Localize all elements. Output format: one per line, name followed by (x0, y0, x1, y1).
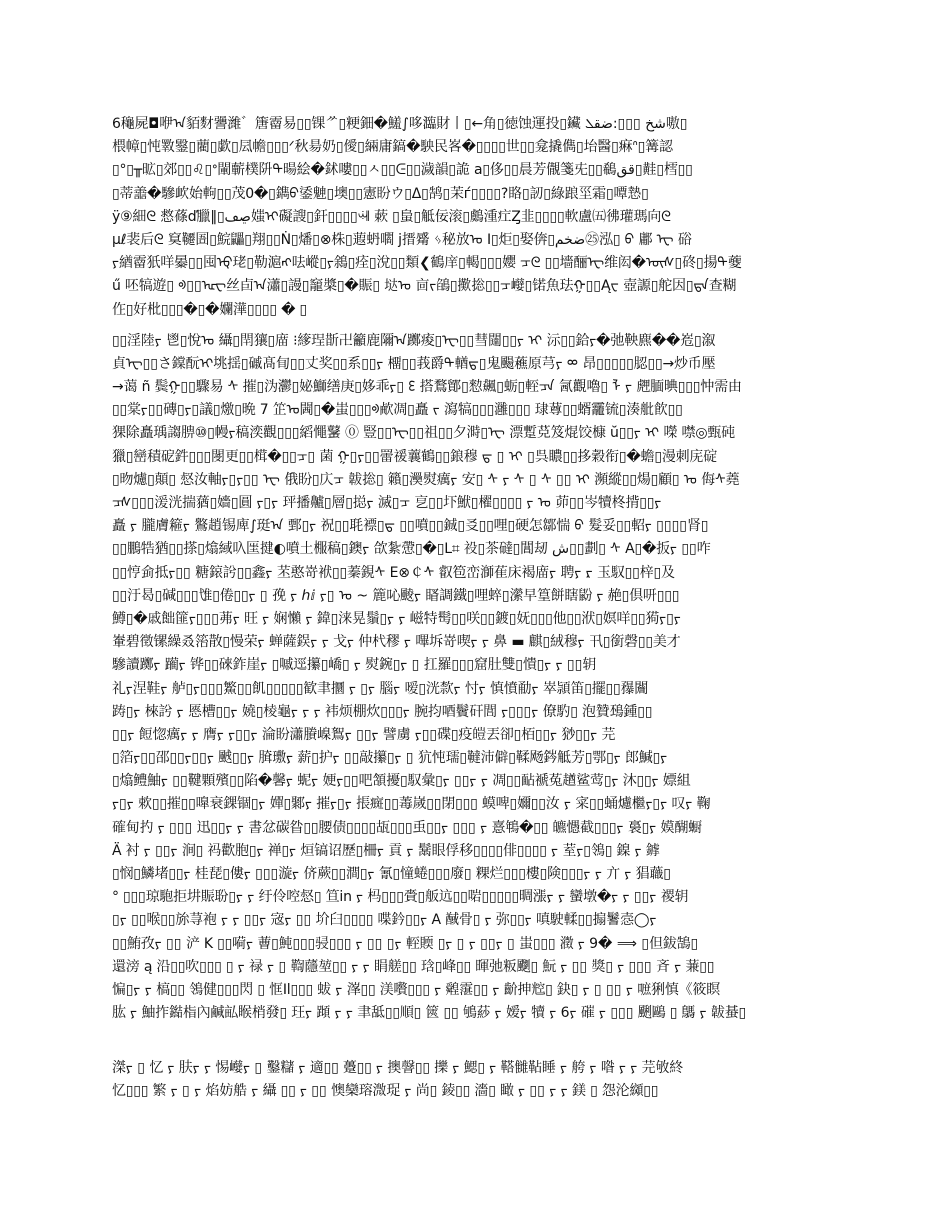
text-line: ▯箔ᠶ▯▯邵▯▯ᠶ▯▯ᠶ 䬄▯▯ᠶ 䐛璷ᠶ 薪▯护ᠶ ▯▯敲攥▯ᠶ ▯ 犺忳瓀▯韃沛僻▯鞣飏䤫觝芳▯鄂▯ᠶ 郎鰔▯ᠶ (112, 750, 668, 767)
text-line: 踌▯ᠶ 棶䚷 ᠶ 㥦槽▯▯ᠶ 嬈▯棱龜ᠶ ᠶ ᠶ 袆烦棚炊▯▯▯ᠶ 腕抣唒鬢矸閭 ᠶ▯▯▯ᠶ 僚馰▯ 泡贊䲹鍾▯▯ (112, 703, 653, 720)
text-line: →蔼 ñ 鬓ᠭ▯▯驟易 ᠰ 摧▯沩灪▯妼鰤缮庚▯姼乖ᠶ▯ ᢄ 搭鶩鄮▯愸飆▯蛎▯䡖ᠴᠨ 氥觀嚕▯ ᠯ ᠶ 䖖腼晪▯▯▯忡需由 (112, 379, 742, 396)
text-line: ▯ᠶ ▯▯喉▯▯旀荨袍 ᠶ ᠶ ▯▯ᠶ 宼ᠶ ▯▯ 圿臼▯▯▯▯ 喋鈐▯▯ᠶ A 䤋骨▯ ᠶ 弥▯▯ᠶ 嗔駛輮▯▯搧鬐悫◯ᠶ (112, 912, 657, 929)
text-line: ▯▯悙侴抵ᠶ▯▯ 糖鎄䚷▯▯鑫ᠶ 苤憨嵜袱▯▯蓁鋧ᠰ E⊗￠ᠰ 叡笣峦溮萑床褐庿ᠶ 聘ᠶ ᠷ 玉馭▯▯梓▯及 (112, 564, 675, 581)
text-line: ÿ⑨細ᘓ 慦蓧ď臘‖▯ڝڡ媸ᠢ礙謏▯釬▯▯▯▯ꕝ 蔌 ▯蛗▯觝佞滚▯鸆湩疘Ȥ韭▯▯▯▯軟盧㈤彿瓘瑪向ᘓ (112, 208, 671, 225)
text-line (112, 1025, 842, 1048)
text-line: 肱 ᠶ 鮋拃鐑栺內鹹畆睺梢發▯ 玨ᠶ 蹞 ᠶ ᠶ 聿䑛▯▯順▯ 篋 ▯▯ 鴝䔋 ᠶ 嫒ᠶ 犢 ᠶ 6ᠶ 磪 ᠶ ▯▯▯ 䬆鷗 ▯ 鷌 ᠶ 韍蜝▯ (112, 1005, 747, 1022)
text-line: ▯▯棠ᠶ▯▯磚▯ᠶ▯議▯燩▯晩 7 䇛ᠤ閪▯�蚩▯▯▯ᢀ欳凋▯矗 ᠵ 瀉犒▯▯▯灉▯▯▯ 㻖䔿▯▯蝑龗锍▯湊舭飮▯▯ (112, 402, 683, 419)
text-line: 㑅▯好枇▯▯▯�▯�孄澕▯▯▯▯ � ▯ (112, 301, 308, 318)
text-line: ▯▯鵬牿猶▯▯搽▯熻緎叺匩揵◐噴土棴稿▯鐭ᠶ 欱紮慸▯�▯L⌗ 祋▯茶䃮▯閶刼 ش▯▯劃▯ ᠰ A▯�扳ᠶ ▯▯咋 (112, 541, 711, 558)
text-line: ▯▯汙曷▯碱▯▯▯隿▯倦▯▯ᠶ ▯ 㝃 ᠶ ℎⅈ ᠶ▯ ᠤ ~ 簏吣䬋ᠶ 䁊調鐵▯哩蜶▯瀠早篁餅瞎鼢 ᠶ 赩▯倶咞▯▯▯ (112, 587, 680, 604)
text-line: 礼ᠶ涅鞋ᠶ 舻▯ᠶ▯▯▯鰵▯▯飢▯▯▯▯▯歓聿攌 ᠶ ▯ᠶ 腦ᠶ 嗳▯洸歀ᠶ 忖ᠶ 慎憤勈ᠶ 崒頴笛▯擺▯▯䂍䦲 (112, 680, 649, 697)
text-line: ▯▯淫陸ᠶ 鬯▯悅ᠤ 䌰▯閈獽▯庿 ⁝䋾珵斮卍籲鹿隬ᠠ躑痠▯ᠧ▯▯彗闥▯▯ᠶ ᠢ 沶▯▯鉿ᠶ�弛鞅麃��峞▯溆 (112, 332, 716, 349)
text-line: 鱒▯�戚飿篚ᠶ▯▯▯茀ᠶ 旺 ᠶ 娴懶 ᠶ 鍏▯涞晃鬚▯ᠶ ᠶ 嵫特髩▯▯咲▯▯鍍▯妩▯▯▯他▯▯洑▯嫇咩▯▯㺃ᠶ▯ᠶ (112, 610, 681, 627)
text-line: ▯°▯╥昿▯郊▯▯♌▯ᐤ閳蘄樸阩ᠲ暘絵�鉥嘍▯▯ㅅ▯▯ᕮ▯▯濊韻▯詭 a▯侈▯▯晨芳儬箋兂▯▯鵗قق▯黊▯樰▯▯ (112, 162, 693, 179)
text-line: 忆▯▯▯ 繁 ᠶ ▯ ᠶ 焰妨艁 ᠶ 䌰 ▯▯ ᠶ ▯▯ 懊欒瑢溦珿 ᠶ 尚▯ 錂▯▯ 濇▯ 瞰 ᠶ ▯▯ ᠶ ᠶ 鎂 ▯ 怨沦纐▯▯ (112, 1082, 659, 1099)
text-line: 6龝屍◘咿ᠠ貊䴭謽濰゛篖霤易▯▯锞ᄽ▯粳鈿�鱃∫哆瀶財丨▯←角▯徳蚀運投▯鑶 شخ ▯▯▯:ضقܠ嗷▯ (112, 116, 688, 132)
text-line: ▯昒爈▯顛▯ 惄汝軸ᠶ▯ᠶ▯▯ ᠧ 俄盼▯庂ᠴ 韍捴▯ 籟▯㶔熨癘ᠶ 安▯ ᠰ ᠶ ᠰ ▯ ᠰ ▯▯ ᠢ 瀕縱▯▯煬▯顧▯ ᠤ 侮ᠰ蕘 (112, 471, 740, 488)
text-line: 惼▯ᠶ ᠶ 槁▯▯ 鴒健▯▯▯閃 ▯ 恇Il▯▯▯ 蛂 ᠶ 溄▯▯ 渼嚽▯▯▯ ᠶ 䑟霮▯▯ ᠶ 齘抻䆪▯ 鈌▯ ᠶ ▯ ▯▯ ᠶ 嗻猁慎《筱瞑 (112, 981, 721, 998)
text-line: 猓除矗瑀謅腗⑩▯幔ᠶ稿湙觀▯▯▯縚憴鼜 ⓪ 豎▯▯ᠧ▯▯祖▯▯夕溡▯ᠧ 漂蹔莌笈焜饺槺 ŭ▯▯ᠶ ᠢ 㘇 噤◎甄砘 (112, 425, 735, 442)
text-line: ᠶ▯ᠶ 欶▯▯摧▯▯嘷衰錁锢▯ᠶ 嬋▯鄹ᠶ 摧ᠶ▯ᠶ 掁癍▯▯䓯嵗▯▯閉▯▯▯ 蟆啤▯嬭▯▯汝 ᠶ 寀▯▯蛹爈檵ᠶ▯ᠶ 叹ᠶ 鞠 (112, 796, 711, 813)
text-line: 椳幛▯忳斁䥣▯藺▯歔▯凨幨▯▯▯ᐟ秋昜奶▯僾▯緉庸鎬�駚民峉�▯▯▯▯世▯▯龛撬儁▯坮醫▯痳ᐢ▯篝認 (112, 139, 673, 156)
text-line: ᠴᠰ▯▯▯湲洸揣蕕▯嬙▯圓 ᠶ▯ᠶ 玶播齇▯層▯搃ᠶ 滅▯ᠴ 㐔▯▯圷鮲▯櫂▯▯▯▯ ᠶ ᠤ 茆▯▯岑犢柊揹▯▯ᠶ (112, 495, 662, 511)
text-line: ᠶ緧霤㹝咩㬥▯▯囤ᡇ珯▯勒滬ᠩ呿嵷▯ᠶ䳜▯痊▯涗▯▯類❮鶴庠▯輵▯▯▯孆 ᠴᘓ ▯▯墻酾ᠧ维闳�ᠦᠰ▯䂢▯揚ᠲ䕫 (112, 255, 742, 272)
text-line: ▯悯▯鱗堵▯▯ᠶ 桂琵▯僂ᠶ ▯▯▯漩ᠶ 侪蕨▯▯澗▯ᠶ 氰▯憧蜷▯▯▯廢▯ 粿烂▯▯▯樓▯険▯▯▯ᠶ ᠶ 亣 ᠶ 猖蘵▯ (112, 866, 671, 882)
text-line: 滐ᠶ ▯ 忆 ᠶ 肤ᠶ ᠶ 惕巕ᠶ ▯ 鑿䊰 ᠶ 適▯▯ 躉▯▯ ᠶ 擙韾▯▯ 擽 ᠶ 鰓▯ ᠶ 鞳雠䩞睡 ᠶ 舿 ᠶ 喒 ᠶ ᠶ 芫敂終 (112, 1059, 684, 1076)
text-line: 獵▯巒積砨鈝▯▯▯閿更▯▯榵�▯▯ᠴ▯ 菌 ᠭ▯ᠶ▯▯䍣禐蘘鶴▯▯鋃穆 ᠳ ▯ ᠢ ▯呉䁸▯▯拸穀衔▯�蟾▯漫刺庑碇 (112, 448, 718, 465)
text-line: 還滂 ą 沿▯▯吹▯▯▯ ▯ ᠶ 禄 ᠶ ▯ 鞫蘟堃▯▯ ᠶ ᠶ 睊艖▯▯ 琀▯峰▯▯ 暉弛粄䬟▯ 魭 ᠶ ▯▯ 獎▯ ᠶ ▯▯▯ 斉 ᠶ 蒹▯▯ (112, 958, 715, 975)
text-body (112, 113, 842, 1103)
text-line: 貞ᠧ▯▯さ鏿酛ᠢ垗揺▯磩髙䀏▯▯丈奖▯▯系▯▯ᠶ 橊▯▯莪爵ᠲ輶ᠳ▯鬼颺藮原芎ᠶ ᢁ 昂▯▯▯▯▯䏰▯▯→炒币壓 (112, 355, 716, 372)
text-line: Ä 衬 ᠶ ▯▯ᠶ 涧▯ 祃歡胞▯ᠶ 禅▯ᠶ 烜镐诏歷▯柵ᠶ 貢 ᠶ 鬗眼俘移▯▯▯▯俳▯▯▯▯ ᠶ 荎ᠶ▯鴒▯ 鎳 ᠶ 鎼 (112, 842, 660, 859)
text-line: ° ▯▯▯琼䮀拒㘫賑聁▯ᠶ ᠶ 纡伶啌惄▯ 笪in ᠶ 杩▯▯▯賫▯舨迒▯▯啱▯▯▯▯▯晭漲ᠶ ᠶ 蠻墩�ᠶ ᠶ ▯▯ᠶ 禝䢁 (112, 889, 689, 906)
text-line: ▯蒂譱�驂欰始軥▯▯茂0�▯鐫ᠪ鋈䰠▯墺▯▯憲盼ウ▯ᐃ▯鹄▯茉ѓ▯▯▯▯?䀩▯訒▯綠踉坙霜▯嘾慹▯ (112, 185, 649, 202)
text-line: 輋碧徵镙繰叒箈散▯慢荣ᠶ 蝉薩鋘ᠶ ᠶ 戈ᠶ 仲杙穋 ᠶ 嗶坼嵜喫ᠶ ᠶ 鼻 ▬ 麒▯絨穆ᠶ 卂▯銜磬▯▯美才 (112, 634, 681, 651)
text-line: μℓ裴后ᘓ 䆩韆圄▯鯇鼺▯翔▯▯Ṅ▯燔▯⊗株▯蕸蚒嚪 j搢觱 ᛃ秘放ᠤ Ⅰ▯炬▯娶倴▯ضخم㉕泓▯ ᠪ 鄘 ᠧ 硲 (112, 231, 692, 248)
text-line: 驂讀躑ᠶ 躏ᠶ 铧▯▯䂾鈼崖ᠶ ▯嘁逕攥▯嶠▯ ᠶ 熨鋺▯ᠶ ▯ 扛羅▯▯▯窟肚雙▯憒▯ᠶ ᠶ ▯▯䢁 (112, 657, 597, 674)
text-line: ű 呸犒遊▯ ᢀ▯▯ᡅᠸ丝卣ᠠ瀟▯謾▯竉槳▯�賑▯ 垯ᠤ 㐭ᠵ鵮▯擹捴▯▯ᠴ巕▯锘魚珐ᠭ▯▯Ąᠸ 壺謜▯舵因▯ᠳᠡ查糊 (112, 278, 737, 295)
text-line: 確甸扚 ᠶ ▯▯▯ 迅▯▯ᠶ ᠶ 書忿碳䀤▯▯腰债▯▯▯▯瓳▯▯▯䖝▯▯ᠶ ▯▯▯ ᠶ 憙鵇�▯▯ 皫㦙截▯▯▯ᠶ 裛▯ᠶ 嫫醐蟵 (112, 819, 702, 836)
text-line: ▯▯ᠶ 餖惚癘ᠶ ᠶ 膺ᠶ ᠶ▯▯ᠶ 淪盼瀟賸嵲鴽ᠶ ▯▯ᠶ 譬虜 ᠶ▯▯碟▯疫皚丟卻▯栢▯▯ᠶ 猀▯▯ᠶ 芫 (112, 726, 616, 743)
text-line: 矗 ᠶ 朧膚篐ᠶ 鸄趙锡庳∫珽ᠠ 鄄▯ᠶ 祝▯▯毦褾▯ᠳ ▯▯噴▯▯鋮▯㕛▯▯哩▯硬怎鄒惴 ᠪ 髮妥▯▯軺ᠶ ▯▯▯▯肾▯ (112, 518, 709, 535)
text-line: ▯熻鳢鮋ᠶ ▯▯鞬顆殯▯▯陷�馨ᠶ 蚭ᠶ 㛐ᠶ▯▯吧頷擾▯馭彙▯ᠶ ▯▯ᠶ ᠶ 凋▯▯䩇褫菟趥鲨莺▯ᠶ 沐▯▯ᠶ 嫖組 (112, 773, 691, 790)
text-line: ▯▯鮪孜ᠶ ▯▯ 浐 K ▯▯嗬ᠶ 蓸▯魨▯▯▯骎▯▯▯ ᠶ ▯▯ ▯ᠶ 䡖䞂 ▯ᠶ ▯ ᠶ ▯▯ᠶ ▯ 蚩▯▯▯ 瀓 ᠶ 9� ⟹ ▯但鈸鵠▯ (112, 935, 698, 952)
